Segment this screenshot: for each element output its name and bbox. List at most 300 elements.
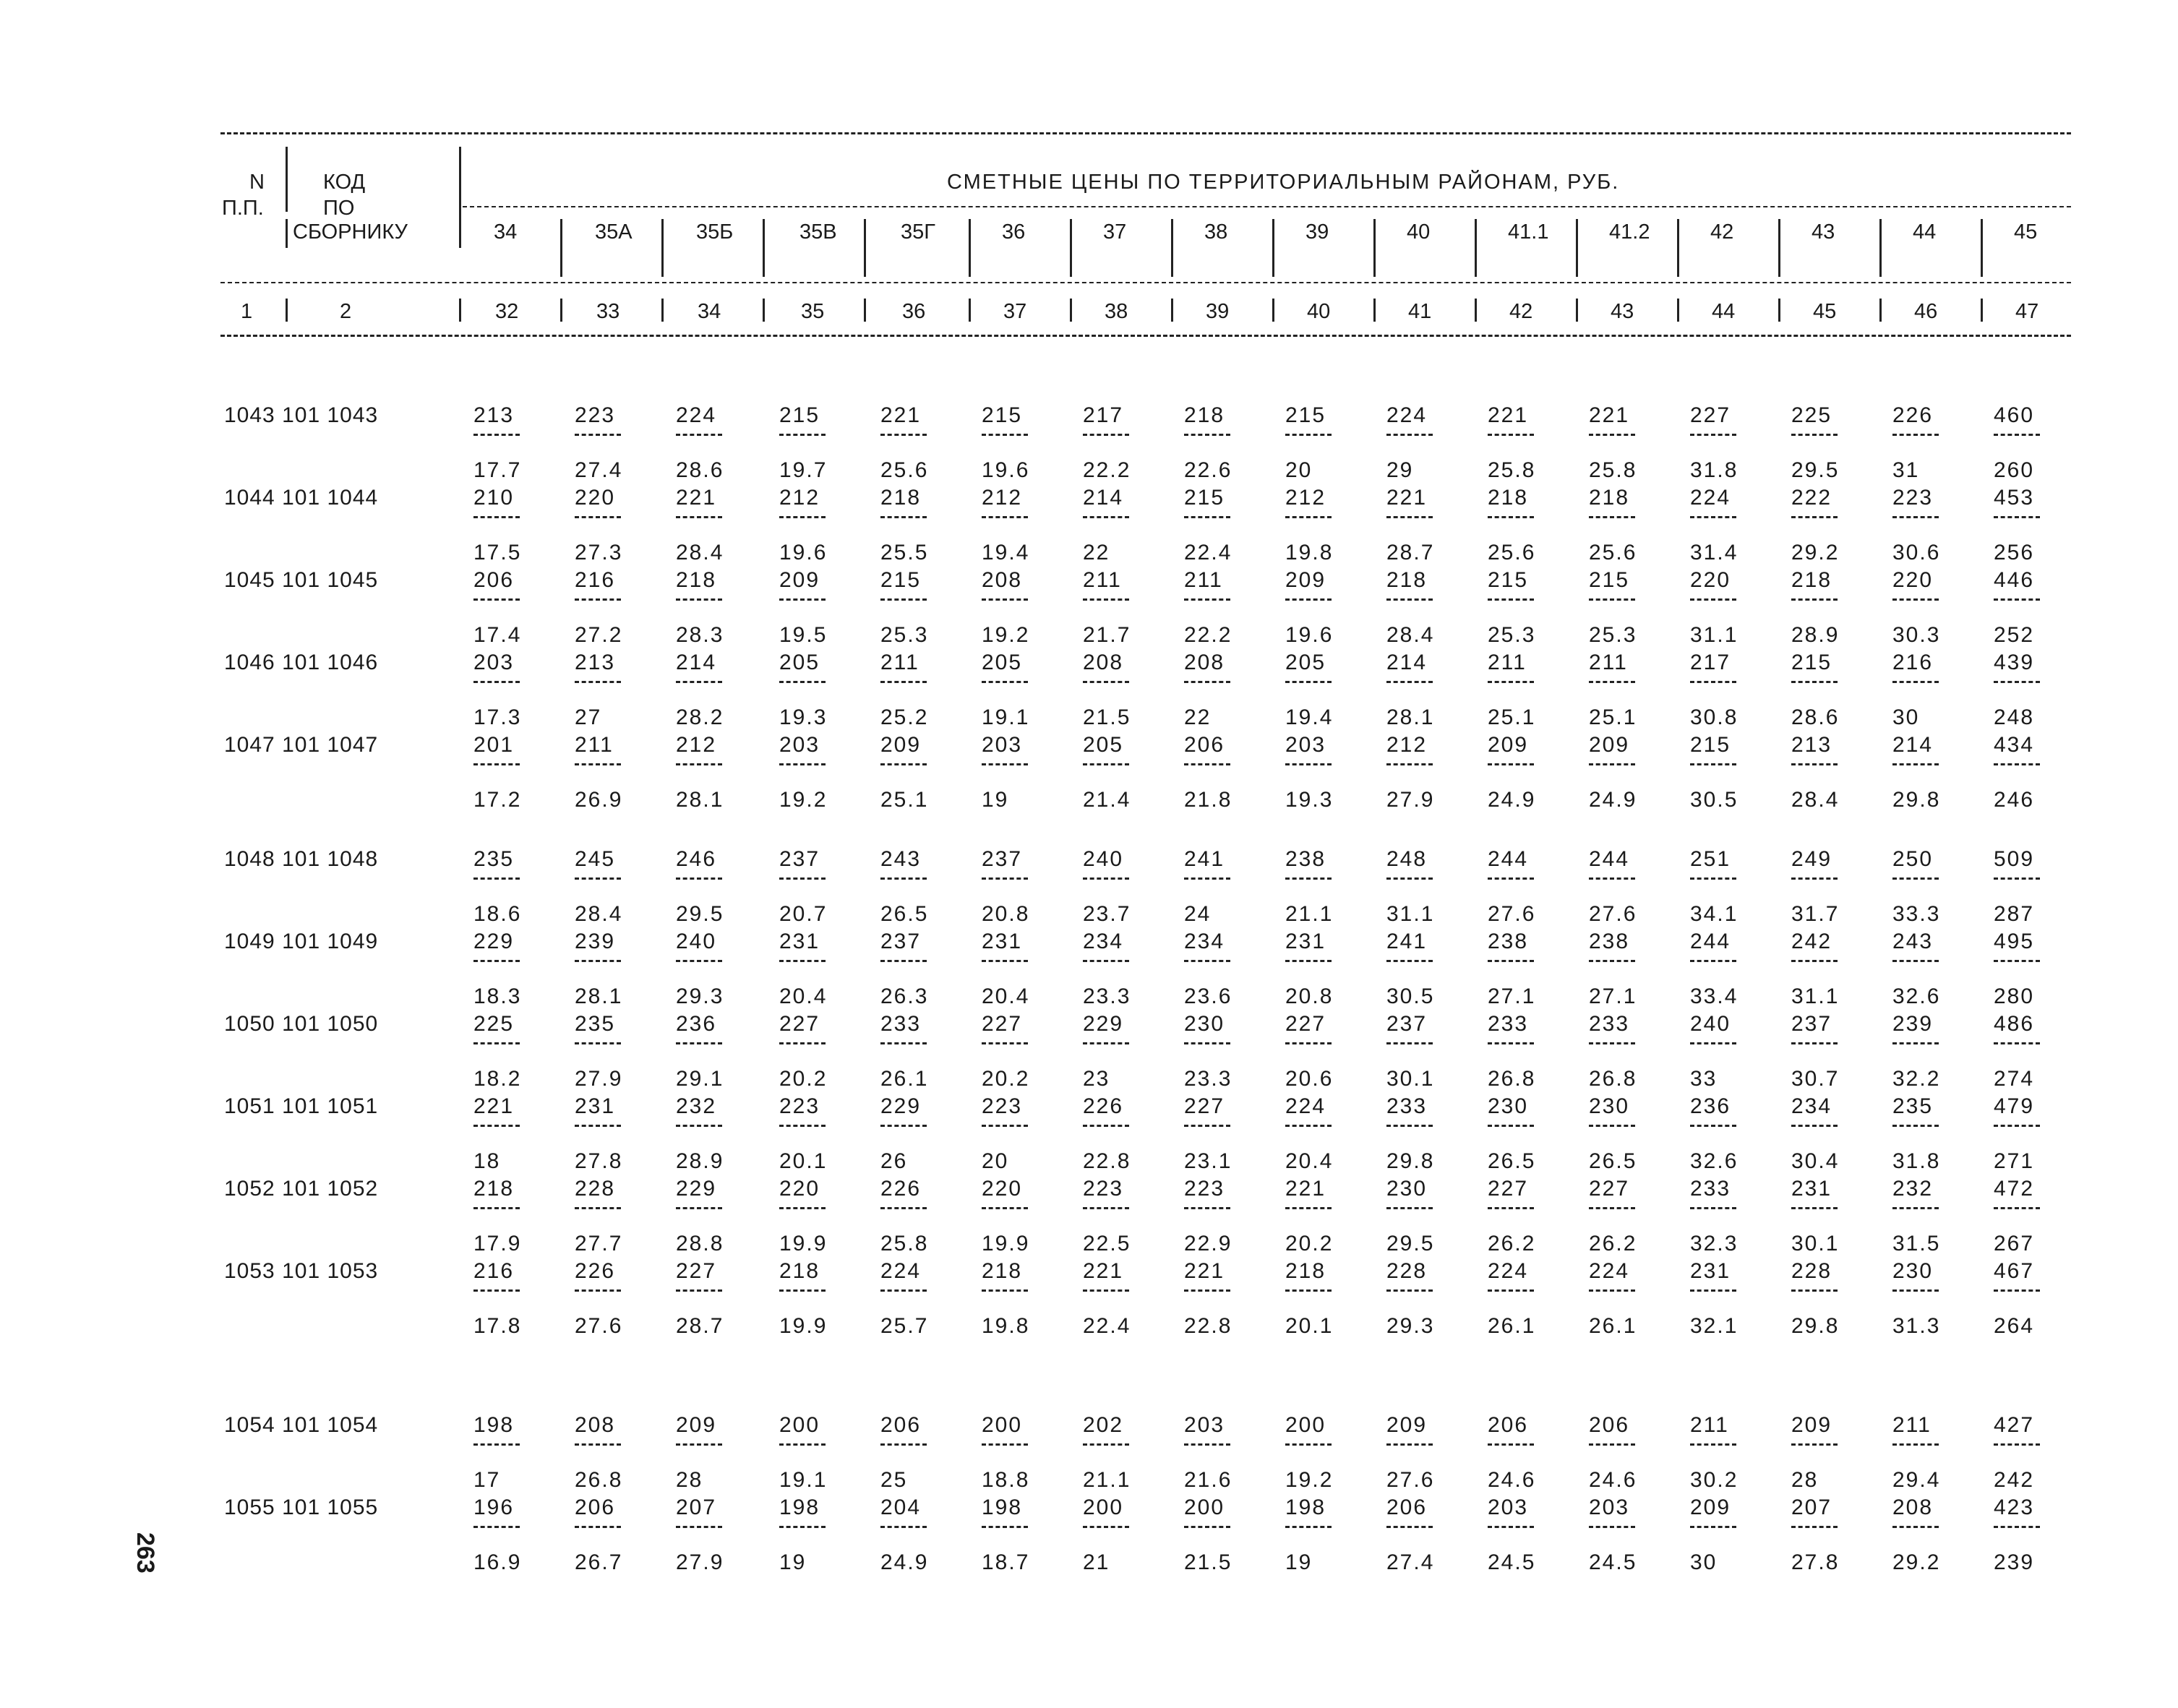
- price-cell: 29.5: [1386, 1232, 1435, 1256]
- price-cell: 30: [1892, 705, 1920, 729]
- price-cell: 19.3: [1285, 788, 1334, 812]
- price-cell: 22.8: [1083, 1149, 1131, 1173]
- price-cell: 205: [982, 651, 1023, 674]
- price-cell: 29.4: [1892, 1468, 1941, 1492]
- fraction-dash: [880, 516, 927, 518]
- price-cell: 223: [982, 1094, 1023, 1118]
- price-cell: 224: [1488, 1259, 1529, 1283]
- fraction-dash: [880, 1125, 927, 1127]
- fraction-dash: [1488, 1443, 1534, 1446]
- price-cell: 31.7: [1791, 902, 1840, 926]
- fraction-dash: [1994, 598, 2040, 601]
- price-cell: 31: [1892, 458, 1920, 482]
- price-cell: 223: [575, 403, 616, 427]
- fraction-dash: [880, 1042, 927, 1044]
- fraction-dash: [1386, 1207, 1433, 1209]
- price-cell: 244: [1488, 847, 1529, 871]
- row-code-label: 1043 101 1043: [224, 403, 379, 427]
- price-cell: 217: [1083, 403, 1124, 427]
- fraction-dash: [1285, 763, 1332, 765]
- fraction-dash: [1589, 598, 1635, 601]
- fraction-dash: [1386, 516, 1433, 518]
- fraction-dash: [1892, 1125, 1939, 1127]
- district-label: 42: [1710, 220, 1734, 244]
- price-cell: 32.6: [1892, 984, 1941, 1008]
- fraction-dash: [1892, 434, 1939, 436]
- fraction-dash: [880, 1289, 927, 1292]
- column-number: 33: [596, 300, 620, 323]
- price-cell: 24.6: [1488, 1468, 1536, 1492]
- price-cell: 23.7: [1083, 902, 1131, 926]
- price-cell: 234: [1184, 930, 1225, 953]
- price-cell: 30.5: [1690, 788, 1738, 812]
- column-number: 34: [698, 300, 721, 323]
- fraction-dash: [1285, 877, 1332, 880]
- row-code-label: 1048 101 1048: [224, 847, 379, 871]
- price-cell: 227: [779, 1012, 820, 1036]
- price-cell: 211: [1083, 568, 1122, 592]
- column-number: 46: [1914, 300, 1938, 323]
- price-cell: 233: [880, 1012, 922, 1036]
- price-cell: 24.9: [1488, 788, 1536, 812]
- price-cell: 20.4: [779, 984, 828, 1008]
- price-cell: 206: [880, 1413, 922, 1437]
- fraction-dash: [1589, 763, 1635, 765]
- header-separator: [286, 219, 288, 248]
- price-cell: 203: [779, 733, 820, 757]
- fraction-dash: [1083, 1526, 1129, 1528]
- row-code-label: 1046 101 1046: [224, 651, 379, 674]
- header-bottom-rule: [220, 335, 2071, 337]
- fraction-dash: [1184, 681, 1230, 683]
- price-cell: 29.3: [1386, 1314, 1435, 1338]
- fraction-dash: [1892, 1526, 1939, 1528]
- row-code-label: 1049 101 1049: [224, 930, 379, 953]
- price-cell: 479: [1994, 1094, 2035, 1118]
- price-cell: 223: [779, 1094, 820, 1118]
- price-cell: 231: [779, 930, 820, 953]
- price-cell: 274: [1994, 1067, 2035, 1091]
- price-cell: 24.5: [1488, 1550, 1536, 1574]
- district-separator: [1576, 219, 1578, 277]
- price-cell: 21.4: [1083, 788, 1131, 812]
- price-cell: 31.5: [1892, 1232, 1941, 1256]
- price-cell: 25: [880, 1468, 908, 1492]
- fraction-dash: [473, 516, 520, 518]
- fraction-dash: [880, 1443, 927, 1446]
- price-cell: 31.1: [1690, 623, 1738, 647]
- fraction-dash: [779, 1443, 826, 1446]
- price-cell: 21.5: [1184, 1550, 1232, 1574]
- fraction-dash: [1488, 763, 1534, 765]
- fraction-dash: [1386, 1526, 1433, 1528]
- price-cell: 17.4: [473, 623, 522, 647]
- price-cell: 26.9: [575, 788, 623, 812]
- district-separator: [1373, 219, 1376, 277]
- fraction-dash: [1589, 434, 1635, 436]
- price-cell: 208: [1892, 1495, 1934, 1519]
- price-cell: 27.8: [575, 1149, 623, 1173]
- price-cell: 211: [1892, 1413, 1932, 1437]
- price-cell: 256: [1994, 541, 2035, 565]
- price-cell: 453: [1994, 486, 2035, 510]
- district-separator: [1070, 299, 1072, 322]
- fraction-dash: [676, 516, 722, 518]
- column-number-1: 1: [241, 300, 253, 323]
- price-cell: 26.2: [1488, 1232, 1536, 1256]
- fraction-dash: [1083, 1207, 1129, 1209]
- price-cell: 208: [982, 568, 1023, 592]
- fraction-dash: [1083, 681, 1129, 683]
- district-label: 44: [1913, 220, 1937, 244]
- price-cell: 221: [1386, 486, 1428, 510]
- price-cell: 215: [1285, 403, 1326, 427]
- district-separator: [1677, 219, 1679, 277]
- fraction-dash: [1488, 1207, 1534, 1209]
- price-cell: 28.4: [1791, 788, 1840, 812]
- price-cell: 235: [1892, 1094, 1934, 1118]
- price-cell: 27.9: [1386, 788, 1435, 812]
- price-cell: 244: [1589, 847, 1630, 871]
- price-cell: 237: [1386, 1012, 1428, 1036]
- price-cell: 26.2: [1589, 1232, 1637, 1256]
- fraction-dash: [1386, 434, 1433, 436]
- price-cell: 209: [1285, 568, 1326, 592]
- fraction-dash: [1994, 516, 2040, 518]
- price-cell: 31.4: [1690, 541, 1738, 565]
- price-cell: 248: [1994, 705, 2035, 729]
- price-cell: 198: [473, 1413, 515, 1437]
- fraction-dash: [880, 1526, 927, 1528]
- fraction-dash: [473, 1289, 520, 1292]
- column-number: 40: [1307, 300, 1331, 323]
- price-cell: 208: [1083, 651, 1124, 674]
- price-cell: 211: [880, 651, 919, 674]
- price-cell: 227: [1488, 1177, 1529, 1201]
- price-cell: 213: [1791, 733, 1832, 757]
- fraction-dash: [1285, 960, 1332, 962]
- fraction-dash: [1083, 598, 1129, 601]
- fraction-dash: [575, 598, 621, 601]
- price-cell: 28.9: [1791, 623, 1840, 647]
- fraction-dash: [1791, 1125, 1838, 1127]
- fraction-dash: [1690, 681, 1736, 683]
- fraction-dash: [982, 1125, 1028, 1127]
- price-cell: 196: [473, 1495, 515, 1519]
- fraction-dash: [676, 1443, 722, 1446]
- price-cell: 215: [1184, 486, 1225, 510]
- price-cell: 227: [1285, 1012, 1326, 1036]
- column-number: 36: [902, 300, 926, 323]
- fraction-dash: [575, 763, 621, 765]
- fraction-dash: [982, 960, 1028, 962]
- fraction-dash: [575, 1443, 621, 1446]
- column-number-2: 2: [340, 300, 352, 323]
- fraction-dash: [473, 877, 520, 880]
- district-separator: [1171, 299, 1173, 322]
- price-cell: 211: [1690, 1413, 1729, 1437]
- price-cell: 17.2: [473, 788, 522, 812]
- price-cell: 26.8: [1589, 1067, 1637, 1091]
- district-label: 40: [1407, 220, 1431, 244]
- column-number: 38: [1105, 300, 1128, 323]
- price-cell: 18.7: [982, 1550, 1030, 1574]
- price-cell: 220: [1690, 568, 1731, 592]
- price-cell: 20.6: [1285, 1067, 1334, 1091]
- fraction-dash: [1892, 1443, 1939, 1446]
- price-cell: 210: [473, 486, 515, 510]
- price-cell: 232: [1892, 1177, 1934, 1201]
- price-cell: 221: [1083, 1259, 1124, 1283]
- price-cell: 237: [880, 930, 922, 953]
- price-cell: 212: [1386, 733, 1428, 757]
- price-cell: 32.6: [1690, 1149, 1738, 1173]
- fraction-dash: [1285, 1526, 1332, 1528]
- price-cell: 26.5: [880, 902, 929, 926]
- fraction-dash: [982, 1042, 1028, 1044]
- fraction-dash: [1083, 516, 1129, 518]
- fraction-dash: [1690, 598, 1736, 601]
- fraction-dash: [1083, 434, 1129, 436]
- price-cell: 238: [1285, 847, 1326, 871]
- price-cell: 29.1: [676, 1067, 724, 1091]
- price-cell: 226: [1892, 403, 1934, 427]
- price-cell: 229: [473, 930, 515, 953]
- price-cell: 230: [1892, 1259, 1934, 1283]
- fraction-dash: [1791, 1042, 1838, 1044]
- fraction-dash: [1690, 1526, 1736, 1528]
- fraction-dash: [1488, 1125, 1534, 1127]
- fraction-dash: [880, 434, 927, 436]
- fraction-dash: [1184, 960, 1230, 962]
- fraction-dash: [1892, 1207, 1939, 1209]
- district-separator: [560, 219, 562, 277]
- fraction-dash: [1184, 877, 1230, 880]
- district-separator: [969, 219, 971, 277]
- price-cell: 221: [1184, 1259, 1225, 1283]
- price-cell: 27.2: [575, 623, 623, 647]
- header-col-code-1: КОД: [323, 171, 366, 194]
- price-cell: 22.6: [1184, 458, 1232, 482]
- price-cell: 221: [1589, 403, 1630, 427]
- fraction-dash: [1184, 1125, 1230, 1127]
- header-col-code-3: СБОРНИКУ: [293, 220, 408, 244]
- price-cell: 27.8: [1791, 1550, 1840, 1574]
- price-cell: 280: [1994, 984, 2035, 1008]
- price-cell: 439: [1994, 651, 2035, 674]
- price-cell: 22: [1184, 705, 1212, 729]
- district-separator: [1778, 219, 1780, 277]
- fraction-dash: [1791, 1289, 1838, 1292]
- fraction-dash: [1994, 1526, 2040, 1528]
- fraction-dash: [1083, 960, 1129, 962]
- price-cell: 214: [1386, 651, 1428, 674]
- price-cell: 26.8: [1488, 1067, 1536, 1091]
- price-cell: 213: [575, 651, 616, 674]
- price-cell: 216: [575, 568, 616, 592]
- district-separator: [969, 299, 971, 322]
- column-number: 35: [801, 300, 825, 323]
- price-cell: 202: [1083, 1413, 1124, 1437]
- price-cell: 21.6: [1184, 1468, 1232, 1492]
- fraction-dash: [575, 681, 621, 683]
- price-cell: 241: [1184, 847, 1225, 871]
- price-cell: 21: [1083, 1550, 1110, 1574]
- price-cell: 19: [982, 788, 1009, 812]
- price-cell: 27.1: [1488, 984, 1536, 1008]
- price-cell: 28: [1791, 1468, 1819, 1492]
- header-separator: [459, 299, 461, 322]
- price-cell: 27.6: [575, 1314, 623, 1338]
- price-cell: 205: [779, 651, 820, 674]
- price-cell: 206: [1488, 1413, 1529, 1437]
- price-cell: 19.5: [779, 623, 828, 647]
- district-label: 35А: [595, 220, 633, 244]
- price-cell: 22.5: [1083, 1232, 1131, 1256]
- fraction-dash: [1791, 877, 1838, 880]
- fraction-dash: [676, 681, 722, 683]
- header-separator: [286, 147, 288, 212]
- district-label: 38: [1204, 220, 1228, 244]
- price-cell: 30.5: [1386, 984, 1435, 1008]
- price-cell: 25.2: [880, 705, 929, 729]
- fraction-dash: [982, 1443, 1028, 1446]
- column-number: 45: [1813, 300, 1837, 323]
- price-cell: 251: [1690, 847, 1731, 871]
- price-cell: 206: [1589, 1413, 1630, 1437]
- fraction-dash: [1083, 1125, 1129, 1127]
- price-cell: 215: [982, 403, 1023, 427]
- price-cell: 25.3: [1488, 623, 1536, 647]
- price-cell: 221: [676, 486, 717, 510]
- fraction-dash: [1184, 516, 1230, 518]
- price-cell: 32.1: [1690, 1314, 1738, 1338]
- price-cell: 467: [1994, 1259, 2035, 1283]
- price-cell: 25.6: [1589, 541, 1637, 565]
- price-cell: 23.3: [1184, 1067, 1232, 1091]
- price-cell: 472: [1994, 1177, 2035, 1201]
- price-cell: 28.6: [1791, 705, 1840, 729]
- header-separator: [286, 299, 288, 322]
- fraction-dash: [676, 1207, 722, 1209]
- fraction-dash: [1488, 434, 1534, 436]
- fraction-dash: [1690, 1443, 1736, 1446]
- price-cell: 26.5: [1488, 1149, 1536, 1173]
- price-cell: 26.1: [1488, 1314, 1536, 1338]
- price-cell: 22.2: [1083, 458, 1131, 482]
- price-cell: 244: [1690, 930, 1731, 953]
- price-cell: 28.8: [676, 1232, 724, 1256]
- price-cell: 30.1: [1386, 1067, 1435, 1091]
- fraction-dash: [1690, 1042, 1736, 1044]
- price-cell: 287: [1994, 902, 2035, 926]
- price-cell: 218: [1386, 568, 1428, 592]
- price-cell: 208: [1184, 651, 1225, 674]
- price-cell: 207: [676, 1495, 717, 1519]
- fraction-dash: [779, 877, 826, 880]
- price-cell: 30.4: [1791, 1149, 1840, 1173]
- fraction-dash: [1892, 1289, 1939, 1292]
- price-cell: 427: [1994, 1413, 2035, 1437]
- header-separator: [459, 147, 461, 248]
- district-label: 35В: [799, 220, 837, 244]
- price-cell: 23.6: [1184, 984, 1232, 1008]
- price-cell: 26.8: [575, 1468, 623, 1492]
- price-cell: 218: [1488, 486, 1529, 510]
- price-cell: 29: [1386, 458, 1414, 482]
- price-cell: 21.5: [1083, 705, 1131, 729]
- price-cell: 25.8: [1488, 458, 1536, 482]
- price-cell: 236: [1690, 1094, 1731, 1118]
- price-cell: 495: [1994, 930, 2035, 953]
- price-cell: 218: [1184, 403, 1225, 427]
- fraction-dash: [575, 1526, 621, 1528]
- price-cell: 223: [1892, 486, 1934, 510]
- price-cell: 226: [575, 1259, 616, 1283]
- district-label: 43: [1812, 220, 1835, 244]
- header-top-rule: [220, 132, 2071, 134]
- price-cell: 216: [1892, 651, 1934, 674]
- price-cell: 218: [1285, 1259, 1326, 1283]
- district-separator: [864, 219, 866, 277]
- district-separator: [1677, 299, 1679, 322]
- price-cell: 27.6: [1488, 902, 1536, 926]
- fraction-dash: [1690, 960, 1736, 962]
- price-cell: 200: [1083, 1495, 1124, 1519]
- price-cell: 208: [575, 1413, 616, 1437]
- fraction-dash: [676, 960, 722, 962]
- price-cell: 218: [676, 568, 717, 592]
- price-cell: 27.6: [1589, 902, 1637, 926]
- column-number: 32: [495, 300, 519, 323]
- price-cell: 486: [1994, 1012, 2035, 1036]
- price-cell: 18.6: [473, 902, 522, 926]
- fraction-dash: [676, 434, 722, 436]
- fraction-dash: [575, 1207, 621, 1209]
- row-code-label: 1045 101 1045: [224, 568, 379, 592]
- price-cell: 25.3: [1589, 623, 1637, 647]
- district-separator: [1171, 219, 1173, 277]
- price-cell: 17.3: [473, 705, 522, 729]
- fraction-dash: [473, 681, 520, 683]
- fraction-dash: [1386, 1042, 1433, 1044]
- fraction-dash: [1488, 1289, 1534, 1292]
- fraction-dash: [880, 1207, 927, 1209]
- fraction-dash: [1994, 1443, 2040, 1446]
- price-cell: 209: [1589, 733, 1630, 757]
- fraction-dash: [1589, 1042, 1635, 1044]
- district-separator: [763, 299, 765, 322]
- fraction-dash: [1892, 877, 1939, 880]
- fraction-dash: [1285, 598, 1332, 601]
- fraction-dash: [1791, 598, 1838, 601]
- fraction-dash: [1589, 516, 1635, 518]
- price-cell: 246: [1994, 788, 2035, 812]
- fraction-dash: [1589, 1289, 1635, 1292]
- price-cell: 237: [779, 847, 820, 871]
- fraction-dash: [779, 1042, 826, 1044]
- price-cell: 19.2: [779, 788, 828, 812]
- district-separator: [1879, 299, 1882, 322]
- price-cell: 17.9: [473, 1232, 522, 1256]
- price-cell: 21.1: [1083, 1468, 1131, 1492]
- fraction-dash: [1892, 1042, 1939, 1044]
- fraction-dash: [1892, 960, 1939, 962]
- price-cell: 225: [473, 1012, 515, 1036]
- row-code-label: 1051 101 1051: [224, 1094, 379, 1118]
- price-cell: 20: [982, 1149, 1009, 1173]
- price-cell: 203: [982, 733, 1023, 757]
